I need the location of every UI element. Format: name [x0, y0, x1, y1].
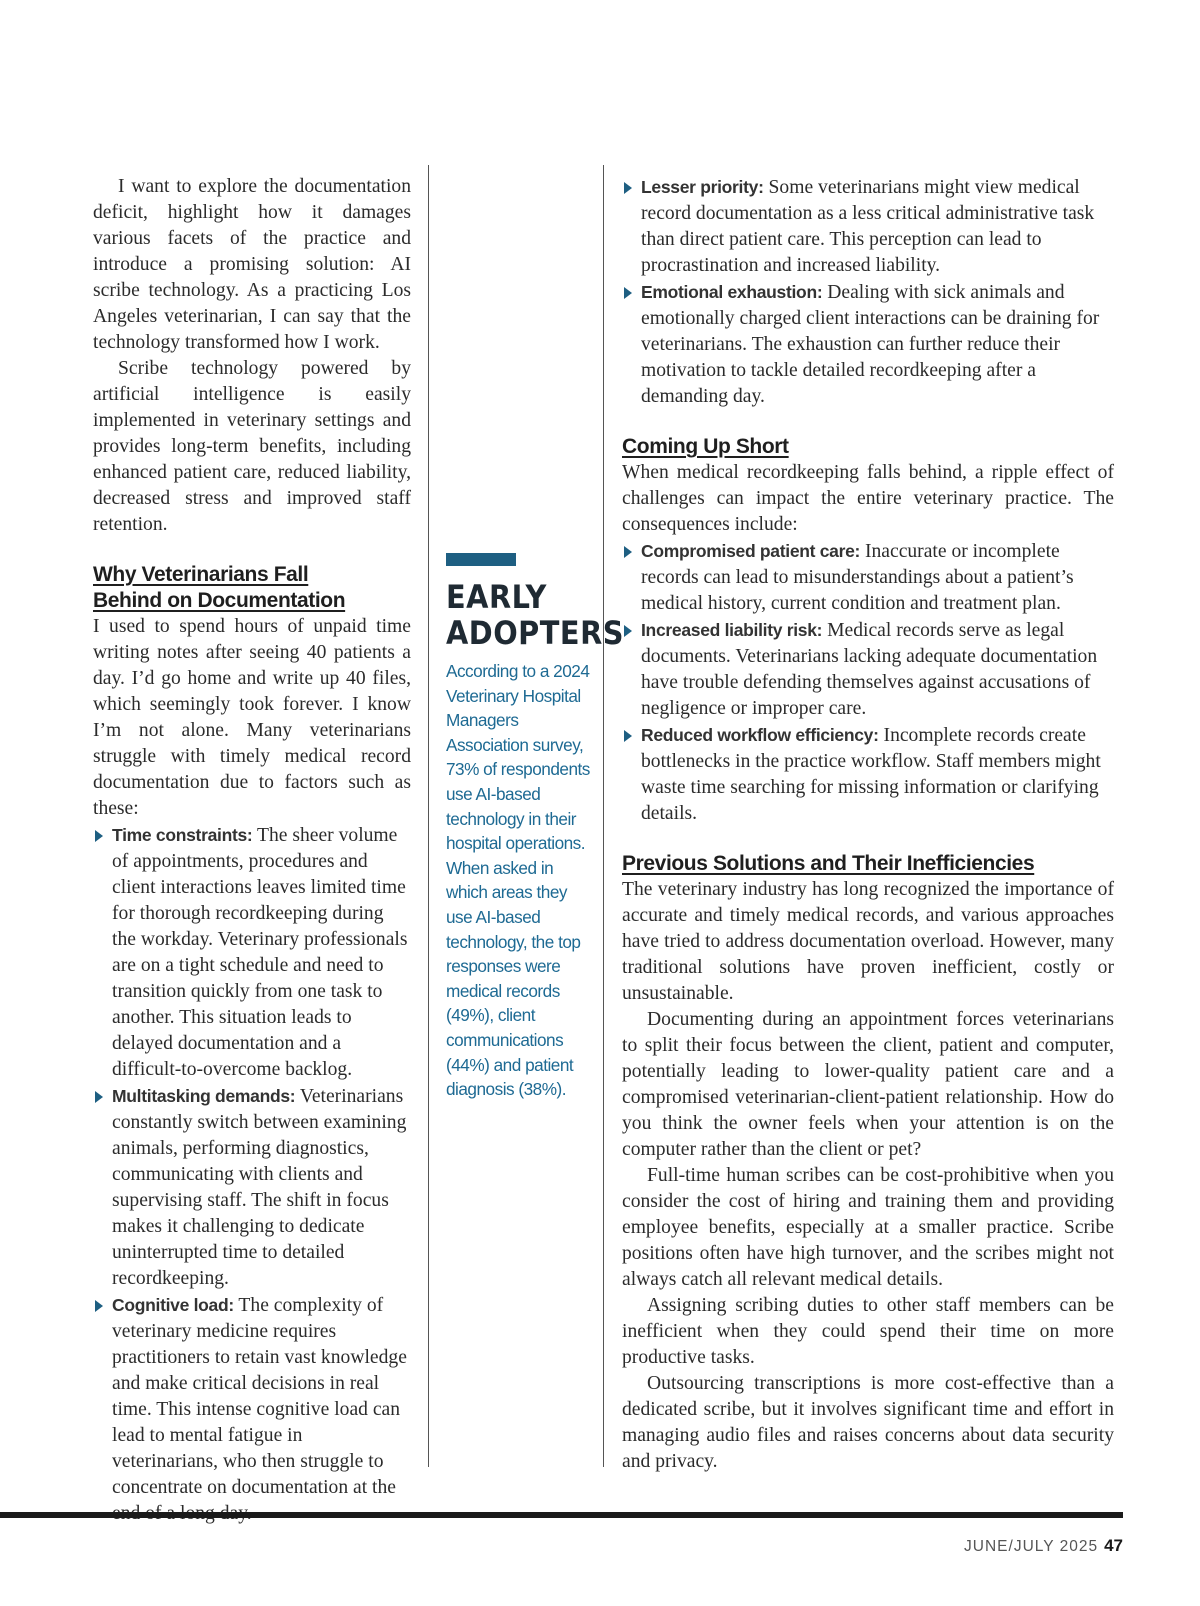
bullet-triangle-icon — [95, 1300, 103, 1312]
bullet-text: Incomplete records create bottlenecks in the practice workflow. Staff members might waste time searching for missing information or clarifying details. — [641, 725, 1101, 824]
left-column — [93, 174, 411, 1527]
page-number: 47 — [1104, 1536, 1123, 1555]
list-item — [622, 279, 1114, 410]
bullet-lead: Multitasking demands: — [112, 1086, 296, 1106]
factors-list-continued — [622, 174, 1114, 410]
sidebar-title-line-2: ADOPTERS — [446, 614, 624, 652]
page-folio — [964, 1536, 1123, 1556]
list-item — [622, 617, 1114, 722]
bullet-triangle-icon — [624, 182, 632, 194]
section-heading-why-fall-behind — [93, 562, 411, 614]
list-item — [93, 822, 411, 1083]
consequences-list — [622, 538, 1114, 827]
bullet-lead: Compromised patient care: — [641, 541, 861, 561]
sidebar-early-adopters — [446, 553, 624, 1102]
bullet-text: The sheer volume of appointments, procedures and client interactions leaves limited time for thorough recordkeeping during the workday. Veterinary professionals are on a tight schedule and need to transition quickly from one task to another. This situation leads to delayed documentation and a difficult-to-overcome backlog. — [112, 825, 408, 1080]
right-column — [622, 174, 1114, 1475]
bullet-text: Medical records serve as legal documents. Veterinarians lacking adequate documentation have trouble defending themselves against accusations of negligence or improper care. — [641, 620, 1098, 719]
bullet-text: Veterinarians constantly switch between examining animals, performing diagnostics, communicating with clients and supervising staff. The shift in focus makes it challenging to dedicate uninterrupted time to detailed recordkeeping. — [112, 1086, 407, 1289]
solutions-paragraph-1: The veterinary industry has long recognized the importance of accurate and timely medical records, and various approaches have tried to address documentation overload. However, many traditional solutions have proven inefficient, costly or unsustainable. — [622, 879, 1114, 1004]
sidebar-accent-bar — [446, 553, 516, 566]
bullet-text: Dealing with sick animals and emotionally charged client interactions can be draining for veterinarians. The exhaustion can further reduce their motivation to tackle detailed recordkeeping after a demanding day. — [641, 282, 1100, 407]
list-item — [622, 722, 1114, 827]
bullet-lead: Increased liability risk: — [641, 620, 823, 640]
bullet-lead: Emotional exhaustion: — [641, 282, 823, 302]
bullet-triangle-icon — [95, 830, 103, 842]
list-item — [622, 174, 1114, 279]
consequences-paragraph: When medical recordkeeping falls behind, a ripple effect of challenges can impact the entire veterinary practice. The consequences include: — [622, 462, 1114, 535]
sidebar-title — [446, 578, 624, 652]
bullet-triangle-icon — [95, 1091, 103, 1103]
bullet-triangle-icon — [624, 730, 632, 742]
list-item — [622, 538, 1114, 617]
column-rule-left — [428, 165, 429, 1467]
bullet-text: Some veterinarians might view medical record documentation as a less critical administrative task than direct patient care. This perception can lead to procrastination and increased liability. — [641, 177, 1095, 276]
solutions-paragraph-5: Outsourcing transcriptions is more cost-effective than a dedicated scribe, but it involves significant time and effort in managing audio files and raises concerns about data security and privacy. — [622, 1373, 1114, 1472]
section-heading-coming-up-short: Coming Up Short — [622, 435, 789, 458]
column-rule-right — [603, 165, 604, 1467]
bullet-triangle-icon — [624, 625, 632, 637]
solutions-paragraph-3: Full-time human scribes can be cost-prohibitive when you consider the cost of hiring and training them and providing employee benefits, especially at a smaller practice. Scribe positions often have high turnover, and the scribes might not always catch all relevant medical details. — [622, 1165, 1114, 1290]
bullet-lead: Reduced workflow efficiency: — [641, 725, 879, 745]
sidebar-title-line-1: EARLY — [446, 578, 547, 616]
bullet-lead: Time constraints: — [112, 825, 253, 845]
footer-rule — [0, 1512, 1123, 1518]
list-item — [93, 1083, 411, 1292]
bullet-triangle-icon — [624, 546, 632, 558]
bullet-lead: Lesser priority: — [641, 177, 764, 197]
heading-line-1: Why Veterinarians Fall — [93, 563, 309, 586]
bullet-triangle-icon — [624, 287, 632, 299]
intro-paragraph-1: I want to explore the documentation deficit, highlight how it damages various facets of the practice and introduce a promising solution: AI scribe technology. As a practicing Los Angeles veterinarian, I can say that the technology transformed how I work. — [93, 176, 411, 353]
list-item — [93, 1292, 411, 1527]
factors-list — [93, 822, 411, 1527]
intro-paragraph-2: Scribe technology powered by artificial intelligence is easily implemented in veterinary settings and provides long-term benefits, including enhanced patient care, reduced liability, decreased stress and improved staff retention. — [93, 358, 411, 535]
sidebar-text: According to a 2024 Veterinary Hospital Managers Association survey, 73% of respondents use AI-based technology in their hospital operations. When asked in which areas they use AI-based technology, the top responses were medical records (49%), client communications (44%) and patient diagnosis (38%). — [446, 661, 590, 1100]
section-heading-previous-solutions: Previous Solutions and Their Inefficiencies — [622, 852, 1035, 875]
solutions-paragraph-2: Documenting during an appointment forces veterinarians to split their focus between the client, patient and computer, potentially leading to lower-quality patient care and a compromised veterinarian-client-patient relationship. How do you think the owner feels when your attention is on the computer rather than the client or pet? — [622, 1009, 1114, 1160]
bullet-lead: Cognitive load: — [112, 1295, 234, 1315]
section-paragraph: I used to spend hours of unpaid time writing notes after seeing 40 patients a day. I’d go home and write up 40 files, which seemingly took forever. I know I’m not alone. Many veterinarians struggle with timely medical record documentation due to factors such as these: — [93, 616, 411, 819]
heading-line-2: Behind on Documentation — [93, 589, 346, 612]
bullet-text: Inaccurate or incomplete records can lead to misunderstandings about a patient’s medical history, current condition and treatment plan. — [641, 541, 1074, 614]
solutions-paragraph-4: Assigning scribing duties to other staff members can be inefficient when they could spend their time on more productive tasks. — [622, 1295, 1114, 1368]
bullet-text: The complexity of veterinary medicine requires practitioners to retain vast knowledge and make critical decisions in real time. This intense cognitive load can lead to mental fatigue in veterinarians, who then struggle to concentrate on documentation at the — [112, 1295, 407, 1498]
issue-date: JUNE/JULY 2025 — [964, 1538, 1099, 1555]
